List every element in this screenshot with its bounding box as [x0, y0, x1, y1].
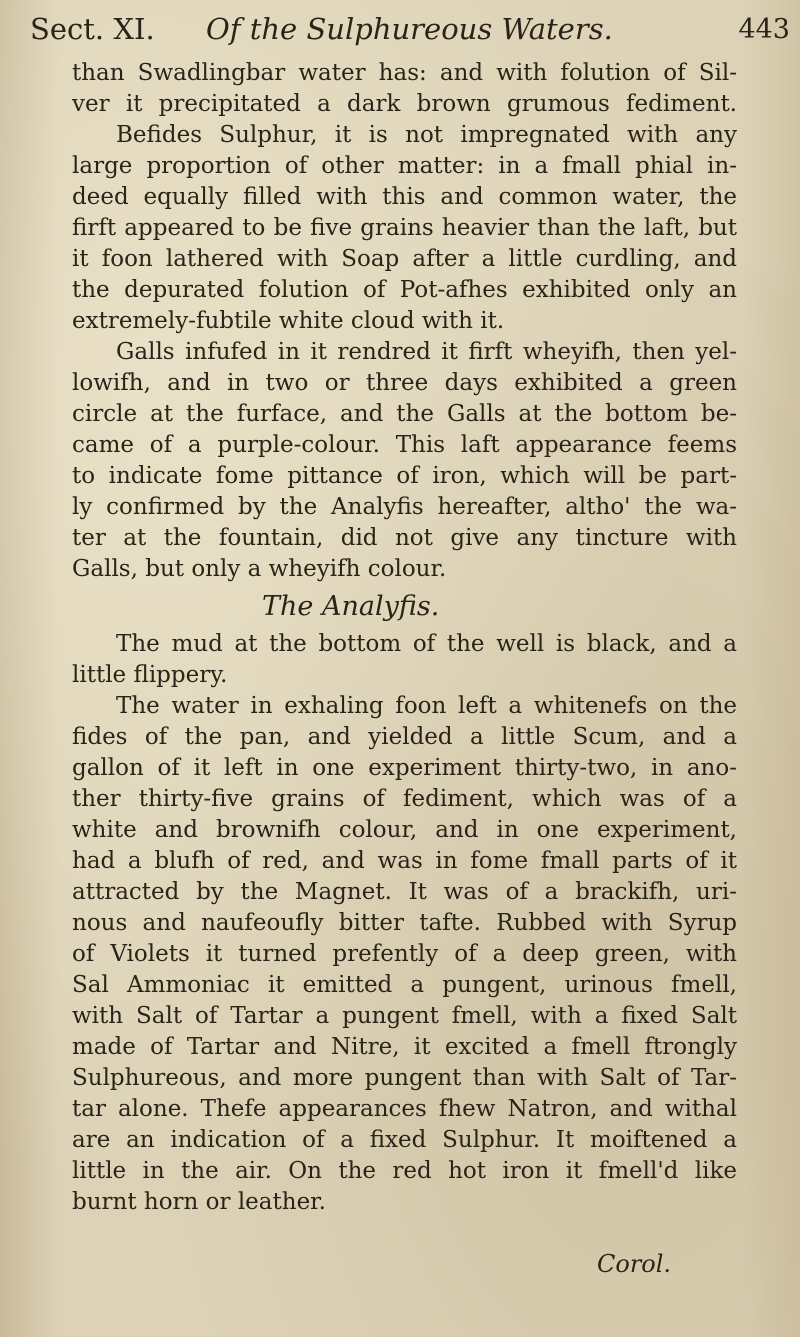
text-line: circle at the furface, and the Galls at the bottom be- [72, 401, 737, 427]
section-number: Sect. XI. [30, 12, 155, 46]
section-subheading: The Analyfis. [262, 591, 440, 622]
text-line: had a blufh of red, and was in fome fmall parts of it [72, 848, 737, 874]
text-line: of Violets it turned prefently of a deep green, with [72, 941, 737, 967]
text-line: The water in exhaling foon left a whitenefs on the [116, 693, 737, 719]
text-line: lowifh, and in two or three days exhibited a green [72, 370, 737, 396]
text-line: than Swadlingbar water has: and with folution of Sil- [72, 60, 737, 86]
text-line: ver it precipitated a dark brown grumous fediment. [72, 91, 737, 117]
page-number: 443 [738, 14, 790, 45]
text-line: The mud at the bottom of the well is black, and a [116, 631, 737, 657]
running-header [30, 12, 790, 56]
text-line: are an indication of a fixed Sulphur. It moiftened a [72, 1127, 737, 1153]
text-line: the depurated folution of Pot-afhes exhibited only an [72, 277, 737, 303]
text-line: little in the air. On the red hot iron it fmell'd like [72, 1158, 737, 1184]
text-line: to indicate fome pittance of iron, which will be part- [72, 463, 737, 489]
text-line: white and brownifh colour, and in one experiment, [72, 817, 737, 843]
text-line: made of Tartar and Nitre, it excited a fmell ftrongly [72, 1034, 737, 1060]
text-line: Sal Ammoniac it emitted a pungent, urinous fmell, [72, 972, 737, 998]
text-line: Sulphureous, and more pungent than with Salt of Tar- [72, 1065, 737, 1091]
text-line: ter at the fountain, did not give any tincture with [72, 525, 737, 551]
body-text [72, 58, 737, 1218]
catchword: Corol. [597, 1250, 672, 1278]
text-line: deed equally filled with this and common water, the [72, 184, 737, 210]
text-line: fides of the pan, and yielded a little Scum, and a [72, 724, 737, 750]
text-line: ther thirty-five grains of fediment, which was of a [72, 786, 737, 812]
text-line: attracted by the Magnet. It was of a brackifh, uri- [72, 879, 737, 905]
text-line: little flippery. [72, 662, 228, 688]
text-line: Galls infufed in it rendred it firft wheyifh, then yel- [116, 339, 737, 365]
text-line: extremely-fubtile white cloud with it. [72, 308, 505, 334]
text-line: came of a purple-colour. This laft appearance feems [72, 432, 737, 458]
text-line: with Salt of Tartar a pungent fmell, with a fixed Salt [72, 1003, 737, 1029]
text-line: gallon of it left in one experiment thirty-two, in ano- [72, 755, 737, 781]
text-line: tar alone. Thefe appearances fhew Natron, and withal [72, 1096, 737, 1122]
text-line: ly confirmed by the Analyfis hereafter, altho' the wa- [72, 494, 737, 520]
running-title: Of the Sulphureous Waters. [206, 12, 613, 46]
text-line: it foon lathered with Soap after a little curdling, and [72, 246, 737, 272]
text-line: Galls, but only a wheyifh colour. [72, 556, 447, 582]
text-line: burnt horn or leather. [72, 1189, 326, 1215]
text-line: Befides Sulphur, it is not impregnated with any [116, 122, 737, 148]
text-line: nous and naufeoufly bitter tafte. Rubbed with Syrup [72, 910, 737, 936]
text-line: large proportion of other matter: in a fmall phial in- [72, 153, 737, 179]
text-line: firft appeared to be five grains heavier than the laft, but [72, 215, 737, 241]
